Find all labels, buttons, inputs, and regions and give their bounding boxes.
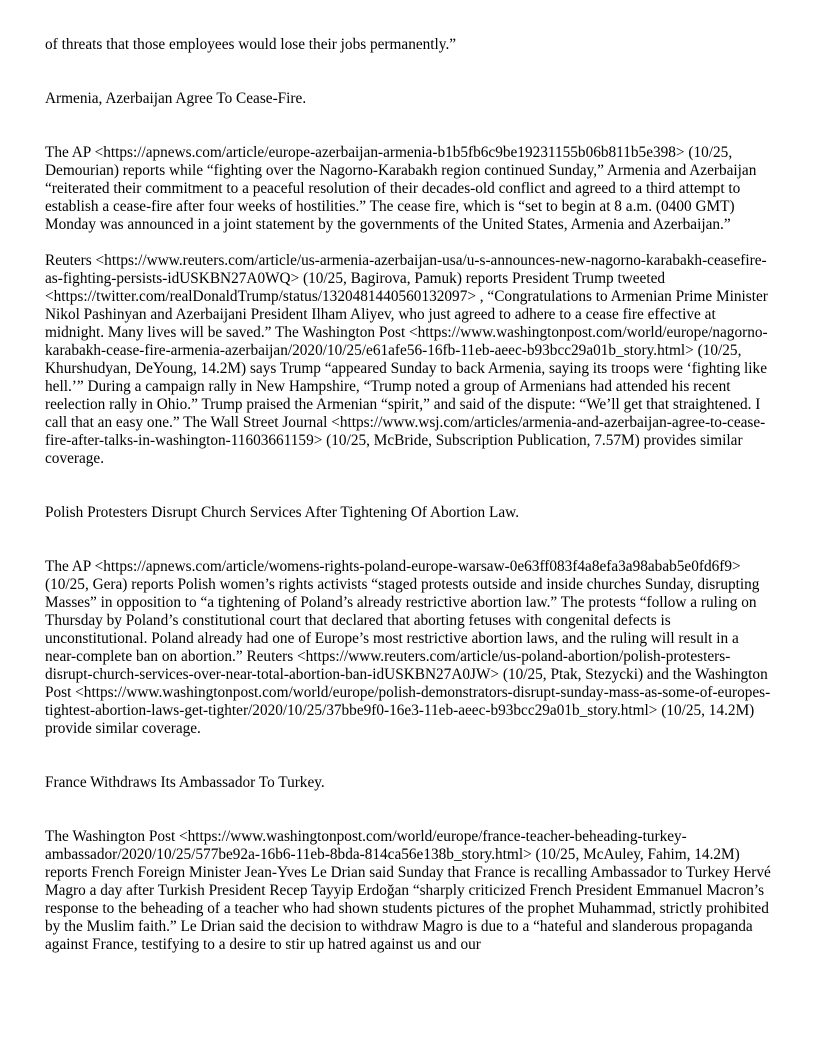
headline-armenia-azerbaijan: Armenia, Azerbaijan Agree To Cease-Fire.: [45, 90, 307, 107]
headline-polish-protesters: Polish Protesters Disrupt Church Services After Tightening Of Abortion Law.: [45, 504, 520, 521]
paragraph-ap-armenia: The AP <https://apnews.com/article/europe-azerbaijan-armenia-b1b5fb6c9be19231155b06b811b5e398> (10/25, Demourian) reports while “fighting over the Nagorno-Karabakh region continued Sunday,” Armenia and Azerbaijan “reiterated their commitment to a peaceful resolution of their decades-old conflict and agreed to a third attempt to establish a cease-fire after four weeks of hostilities.” The cease fire, which is “set to begin at 8 a.m. (0400 GMT) Monday was announced in a joint statement by the governments of the United States, Armenia and Azerbaijan.”: [45, 144, 757, 233]
lead-fragment: of threats that those employees would lose their jobs permanently.”: [45, 36, 457, 53]
headline-france-ambassador: France Withdraws Its Ambassador To Turkey.: [45, 774, 325, 791]
paragraph-wapo-france: The Washington Post <https://www.washingtonpost.com/world/europe/france-teacher-beheading-turkey-ambassador/2020/10/25/577be92a-16b6-11eb-8bda-814ca56e138b_story.html> (10/25, McAuley, Fahim, 14.2M) reports French Foreign Minister Jean-Yves Le Drian said Sunday that France is recalling Ambassador to Turkey Hervé Magro a day after Turkish President Recep Tayyip Erdoğan “sharply criticized French President Emmanuel Macron’s response to the beheading of a teacher who had shown students pictures of the prophet Muhammad, strictly prohibited by the Muslim faith.” Le Drian said the decision to withdraw Magro is due to a “hateful and slanderous propaganda against France, testifying to a desire to stir up hatred against us and our: [45, 828, 771, 953]
paragraph-ap-poland: The AP <https://apnews.com/article/womens-rights-poland-europe-warsaw-0e63ff083f4a8efa3a98abab5e0fd6f9> (10/25, Gera) reports Polish women’s rights activists “staged protests outside and inside churches Sunday, disrupting Masses” in opposition to “a tightening of Poland’s already restrictive abortion law.” The protests “follow a ruling on Thursday by Poland’s constitutional court that declared that aborting fetuses with congenital defects is unconstitutional. Poland already had one of Europe’s most restrictive abortion laws, and the ruling will result in a near-complete ban on abortion.” Reuters <https://www.reuters.com/article/us-poland-abortion/polish-protesters-disrupt-church-services-over-near-total-abortion-ban-idUSKBN27A0JW> (10/25, Ptak, Stezycki) and the Washington Post <https://www.washingtonpost.com/world/europe/polish-demonstrators-disrupt-sunday-mass-as-some-of-europes-tightest-abortion-laws-get-tighter/2020/10/25/37bbe9f0-16e3-11eb-aeec-b93bcc29a01b_story.html> (10/25, 14.2M) provide similar coverage.: [45, 558, 771, 737]
document-page: [45, 36, 773, 972]
paragraph-reuters-armenia: Reuters <https://www.reuters.com/article/us-armenia-azerbaijan-usa/u-s-announces-new-nagorno-karabakh-ceasefire-as-fighting-persists-idUSKBN27A0WQ> (10/25, Bagirova, Pamuk) reports President Trump tweeted <https://twitter.com/realDonaldTrump/status/1320481440560132097> , “Congratulations to Armenian Prime Minister Nikol Pashinyan and Azerbaijani President Ilham Aliyev, who just agreed to adhere to a cease fire effective at midnight. Many lives will be saved.” The Washington Post <https://www.washingtonpost.com/world/europe/nagorno-karabakh-cease-fire-armenia-azerbaijan/2020/10/25/e61afe56-16fb-11eb-aeec-b93bcc29a01b_story.html> (10/25, Khurshudyan, DeYoung, 14.2M) says Trump “appeared Sunday to back Armenia, saying its troops were ‘fighting like hell.’” During a campaign rally in New Hampshire, “Trump noted a group of Armenians had attended his recent reelection rally in Ohio.” Trump praised the Armenian “spirit,” and said of the dispute: “We’ll get that straightened. I call that an easy one.” The Wall Street Journal <https://www.wsj.com/articles/armenia-and-azerbaijan-agree-to-cease-fire-after-talks-in-washington-11603661159> (10/25, McBride, Subscription Publication, 7.57M) provides similar coverage.: [45, 252, 768, 467]
